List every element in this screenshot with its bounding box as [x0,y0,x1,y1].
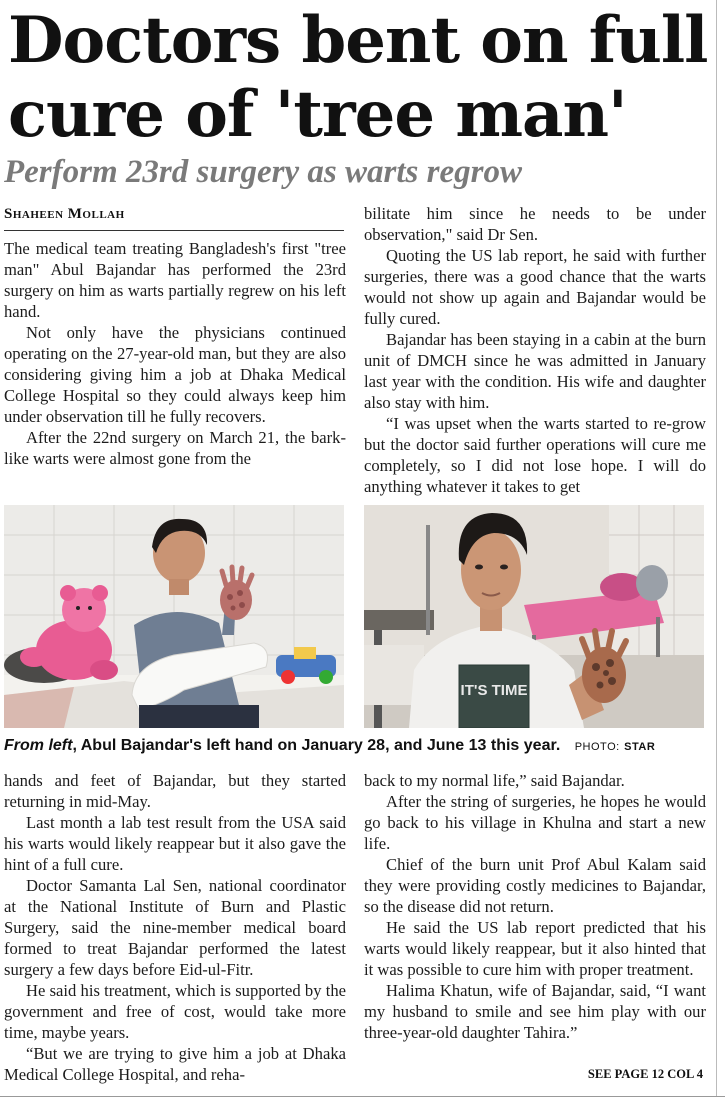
photo-bajandar-june [364,505,704,728]
paragraph: The medical team treating Bangladesh's first "tree man" Abul Bajandar has performed the 23rd surgery on him as warts partially regrew on his left hand. [4,239,346,321]
paragraph: He said his treatment, which is supported by the government and free of cost, would take more time, maybe years. [4,981,346,1042]
photo-caption [4,737,708,755]
bottom-rule [0,1096,725,1097]
photo-credit: STAR [624,741,656,753]
paragraph: Bajandar has been staying in a cabin at the burn unit of DMCH since he was admitted in January last year with the condition. His wife and daughter also stay with him. [364,330,706,412]
paragraph: “But we are trying to give him a job at Dhaka Medical College Hospital, and reha- [4,1044,346,1084]
photo-illustration [364,505,704,728]
paragraph: After the 22nd surgery on March 21, the bark-like warts were almost gone from the [4,428,346,468]
article-column-4 [364,770,706,1043]
caption-lead: From left [4,737,73,754]
paragraph: Not only have the physicians continued operating on the 27-year-old man, but they are also considering giving him a job at Dhaka Medical College Hospital so they could always keep him under observation till he fully recovers. [4,323,346,426]
paragraph: “I was upset when the warts started to re-grow but the doctor said further operations will cure me completely, so I did not lose hope. I will do anything whatever it takes to get [364,414,706,496]
paragraph: Halima Khatun, wife of Bajandar, said, “I want my husband to smile and see him play with our three-year-old daughter Tahira.” [364,981,706,1042]
paragraph: He said the US lab report predicted that his warts would likely reappear, but it also hinted that it was possible to cure him with proper treatment. [364,918,706,979]
photo-credit-label: PHOTO: [574,741,620,753]
subheadline: Perform 23rd surgery as warts regrow [4,154,522,190]
shirt-print-text: IT'S TIME [460,682,528,699]
column-edge-rule [716,0,717,1096]
paragraph: Chief of the burn unit Prof Abul Kalam said they were providing costly medicines to Bajandar, so the disease did not return. [364,855,706,916]
paragraph: bilitate him since he needs to be under observation," said Dr Sen. [364,204,706,244]
byline-rule [4,230,344,231]
paragraph: hands and feet of Bajandar, but they started returning in mid-May. [4,771,346,811]
photo-illustration [4,505,344,728]
photo-bajandar-january [4,505,344,728]
byline: Shaheen Mollah [4,206,125,222]
article-column-1 [4,238,346,469]
article-column-3 [4,770,346,1085]
paragraph: Quoting the US lab report, he said with further surgeries, there was a good chance that the warts would not show up again and Bajandar would be fully cured. [364,246,706,328]
paragraph: After the string of surgeries, he hopes he would go back to his village in Khulna and start a new life. [364,792,706,853]
paragraph: back to my normal life,” said Bajandar. [364,771,625,790]
caption-text: , Abul Bajandar's left hand on January 28, and June 13 this year. [72,737,561,754]
continued-jump-line: SEE PAGE 12 COL 4 [587,1067,703,1081]
article-column-2 [364,203,706,497]
headline: Doctors bent on full cure of 'tree man' [8,3,708,152]
paragraph: Last month a lab test result from the USA said his warts would likely reappear but it also gave the hint of a full cure. [4,813,346,874]
paragraph: Doctor Samanta Lal Sen, national coordinator at the National Institute of Burn and Plastic Surgery, said the nine-member medical board formed to treat Bajandar performed the latest surgery a few days before Eid-ul-Fitr. [4,876,346,979]
